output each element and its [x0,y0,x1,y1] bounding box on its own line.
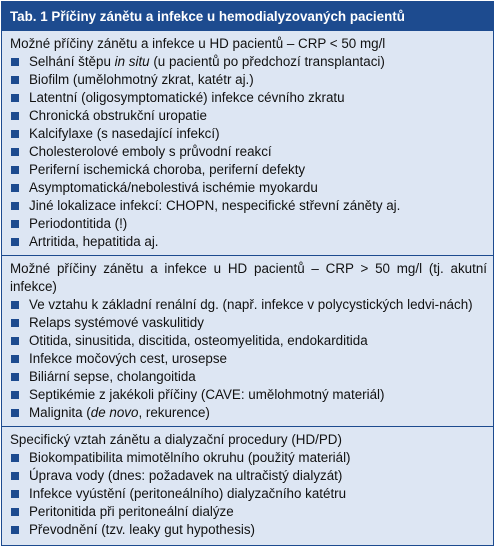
item-text: Asymptomatická/nebolestivá ischémie myokardu [29,180,318,195]
section-heading: Specifický vztah zánětu a dialyzační procedury (HD/PD) [10,432,342,447]
list-item [10,314,487,332]
item-text: Peritonitida při peritoneální dialýze [29,504,234,519]
item-text: Artritida, hepatitida aj. [29,234,159,249]
item-text: Otitida, sinusitida, discitida, osteomyelitida, endokarditida [29,333,368,348]
table-box [1,1,494,546]
item-text: Jiné lokalizace infekcí: CHOPN, nespecifické střevní záněty aj. [29,198,401,213]
list-item [10,332,487,350]
square-bullet-icon [11,166,19,174]
list-item [10,296,487,314]
list-item [10,503,487,521]
square-bullet-icon [11,337,19,345]
item-text: Selhání štěpu [29,54,115,69]
item-text: Cholesterolové emboly s průvodní reakcí [29,144,272,159]
item-text: Infekce močových cest, urosepse [29,351,227,366]
square-bullet-icon [11,148,19,156]
item-list [10,449,487,539]
square-bullet-icon [11,58,19,66]
section-crp-low [2,31,493,251]
item-text-italic: de novo [90,405,139,420]
square-bullet-icon [11,391,19,399]
item-text: Biliární sepse, cholangoitida [29,369,196,384]
square-bullet-icon [11,220,19,228]
list-item [10,197,487,215]
square-bullet-icon [11,526,19,534]
item-text: Úprava vody (dnes: požadavek na ultračistý dialyzát) [29,468,343,483]
square-bullet-icon [11,508,19,516]
square-bullet-icon [11,454,19,462]
list-item [10,449,487,467]
list-item [10,386,487,404]
list-item [10,71,487,89]
list-item [10,215,487,233]
item-text: Relaps systémové vaskulitidy [29,315,204,330]
item-text: Septikémie z jakékoli příčiny (CAVE: umělohmotný materiál) [29,387,385,402]
item-text: Chronická obstrukční uropatie [29,108,207,123]
list-item [10,89,487,107]
item-text: Infekce vyústění (peritoneálního) dialyzačního katétru [29,486,347,501]
table-title: Tab. 1 Příčiny zánětu a infekce u hemodialyzovaných pacientů [2,2,493,31]
item-text-italic: in situ [114,54,150,69]
item-text: Periferní ischemická choroba, periferní defekty [29,162,306,177]
list-item [10,350,487,368]
square-bullet-icon [11,373,19,381]
square-bullet-icon [11,202,19,210]
square-bullet-icon [11,409,19,417]
item-list [10,296,487,422]
list-item [10,521,487,539]
section-dialysis [2,426,493,539]
list-item [10,161,487,179]
item-text: Ve vztahu k základní renální dg. (např. infekce v polycystických ledvi-nách) [29,297,473,312]
list-item [10,467,487,485]
item-text-tail: , rekurence) [138,405,210,420]
square-bullet-icon [11,490,19,498]
section-heading: Možné příčiny zánětu a infekce u HD pacientů – CRP < 50 mg/l [10,36,386,51]
item-text: Kalcifylaxe (s nasedající infekcí) [29,126,220,141]
item-text: Latentní (oligosymptomatické) infekce cévního zkratu [29,90,345,105]
list-item [10,368,487,386]
square-bullet-icon [11,319,19,327]
square-bullet-icon [11,472,19,480]
list-item [10,143,487,161]
item-text: Malignita ( [29,405,91,420]
list-item [10,53,487,71]
square-bullet-icon [11,184,19,192]
square-bullet-icon [11,130,19,138]
item-list [10,53,487,251]
item-text: Periodontitida (!) [29,216,128,231]
square-bullet-icon [11,301,19,309]
square-bullet-icon [11,355,19,363]
list-item [10,107,487,125]
list-item [10,179,487,197]
section-crp-high [2,255,493,422]
square-bullet-icon [11,238,19,246]
item-text: Biokompatibilita mimotělního okruhu (použitý materiál) [29,450,351,465]
list-item [10,233,487,251]
item-text-tail: (u pacientů po předchozí transplantaci) [149,54,385,69]
list-item [10,125,487,143]
section-heading: Možné příčiny zánětu a infekce u HD pacientů – CRP > 50 mg/l (tj. akutní infekce) [10,261,487,294]
item-text: Převodnění (tzv. leaky gut hypothesis) [29,522,256,537]
square-bullet-icon [11,76,19,84]
square-bullet-icon [11,94,19,102]
list-item [10,404,487,422]
list-item [10,485,487,503]
item-text: Biofilm (umělohmotný zkrat, katétr aj.) [29,72,254,87]
square-bullet-icon [11,112,19,120]
